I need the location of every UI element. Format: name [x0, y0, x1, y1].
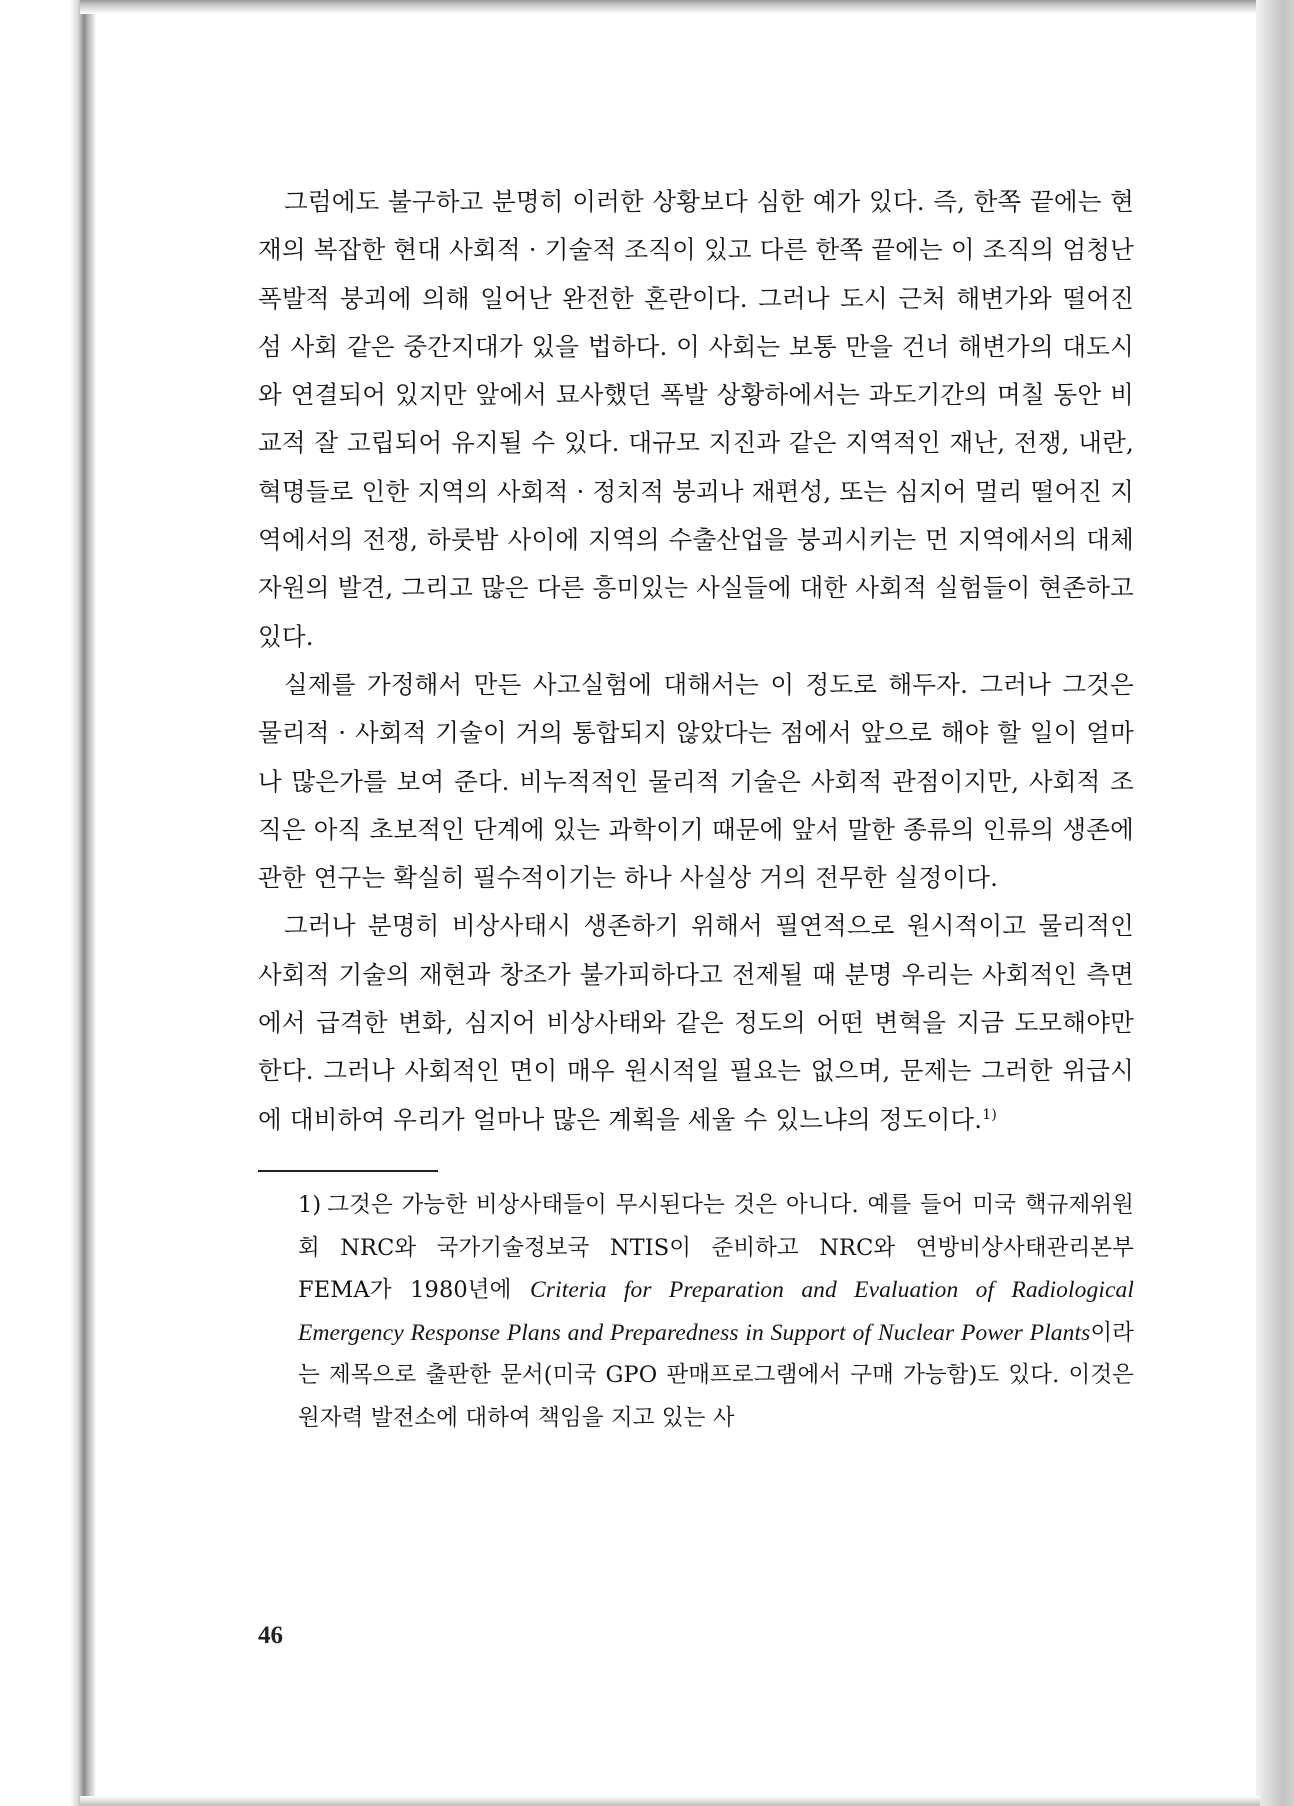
page-right-edge: [1256, 0, 1294, 1806]
page-top-edge: [80, 0, 1260, 14]
paragraph-3: [258, 902, 1134, 1143]
page-bottom-edge: [80, 1796, 1260, 1806]
footnote-divider: [258, 1170, 438, 1172]
paragraph-3-text: 그러나 분명히 비상사태시 생존하기 위해서 필연적으로 원시적이고 물리적인 사회적 기술의 재현과 창조가 불가피하다고 전제될 때 분명 우리는 사회적인 측면에서 급격한 변화, 심지어 비상사태와 같은 정도의 어떤 변혁을 지금 도모해야만 한다. 그러나 사회적인 면이 매우 원시적일 필요는 없으며, 문제는 그러한 위급시에 대비하여 우리가 얼마나 많은 계획을 세울 수 있느냐의 정도이다.: [258, 911, 1134, 1134]
footnote-italic-title: Criteria for Preparation and Evaluation of Radiological Emergency Response Plans and Preparedness in Support of Nuclear Power Plants: [298, 1277, 1134, 1346]
footnote-number: 1): [298, 1191, 322, 1218]
page-body: [258, 178, 1134, 1440]
page-number: 46: [258, 1622, 283, 1649]
footnote-text-before: 그것은 가능한 비상사태들이 무시된다는 것은 아니다. 예를 들어 미국 핵규제위원회 NRC와 국가기술정보국 NTIS이 준비하고 NRC와 연방비상사태관리본부 FEMA가 1980년에: [298, 1191, 1134, 1304]
footnote-reference[interactable]: 1): [982, 1106, 998, 1123]
paragraph-2: 실제를 가정해서 만든 사고실험에 대해서는 이 정도로 해두자. 그러나 그것은 물리적 · 사회적 기술이 거의 통합되지 않았다는 점에서 앞으로 해야 할 일이 얼마나 많은가를 보여 준다. 비누적적인 물리적 기술은 사회적 관점이지만, 사회적 조직은 아직 초보적인 단계에 있는 과학이기 때문에 앞서 말한 종류의 인류의 생존에 관한 연구는 확실히 필수적이기는 하나 사실상 거의 전무한 실정이다.: [258, 669, 1134, 893]
book-spine-edge: [0, 0, 96, 1806]
paragraph-1: 그럼에도 불구하고 분명히 이러한 상황보다 심한 예가 있다. 즉, 한쪽 끝에는 현재의 복잡한 현대 사회적 · 기술적 조직이 있고 다른 한쪽 끝에는 이 조직의 엄청난 폭발적 붕괴에 의해 일어난 완전한 혼란이다. 그러나 도시 근처 해변가와 떨어진 섬 사회 같은 중간지대가 있을 법하다. 이 사회는 보통 만을 건너 해변가의 대도시와 연결되어 있지만 앞에서 묘사했던 폭발 상황하에서는 과도기간의 며칠 동안 비교적 잘 고립되어 유지될 수 있다. 대규모 지진과 같은 지역적인 재난, 전쟁, 내란, 혁명들로 인한 지역의 사회적 · 정치적 붕괴나 재편성, 또는 심지어 멀리 떨어진 지역에서의 전쟁, 하룻밤 사이에 지역의 수출산업을 붕괴시키는 먼 지역에서의 대체자원의 발견, 그리고 많은 다른 흥미있는 사실들에 대한 사회적 실험들이 현존하고 있다.: [258, 187, 1134, 651]
footnote: [258, 1184, 1134, 1440]
footnote-text-after: 이라는 제목으로 출판한 문서(미국 GPO 판매프로그램에서 구매 가능함)도 있다. 이것은 원자력 발전소에 대하여 책임을 지고 있는 사: [298, 1319, 1134, 1431]
